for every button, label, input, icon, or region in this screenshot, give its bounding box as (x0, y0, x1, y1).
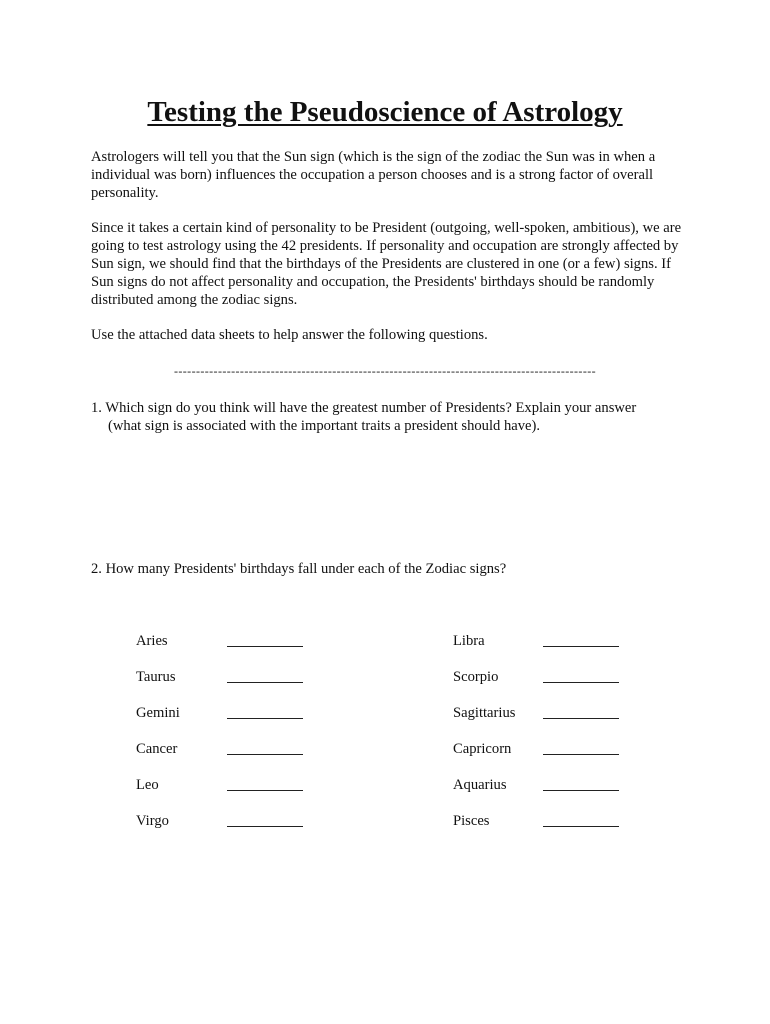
sign-name: Aquarius (453, 777, 507, 793)
sign-name: Libra (453, 633, 485, 649)
sign-name: Scorpio (453, 669, 499, 685)
sign-name: Cancer (136, 741, 178, 757)
sign-name: Sagittarius (453, 705, 516, 721)
answer-blank[interactable] (543, 632, 619, 647)
sign-name: Virgo (136, 813, 169, 829)
answer-blank[interactable] (227, 812, 303, 827)
page-title: Testing the Pseudoscience of Astrology (147, 96, 623, 128)
sign-name: Gemini (136, 705, 180, 721)
answer-blank[interactable] (227, 668, 303, 683)
question-1-line-2: (what sign is associated with the important traits a president should have). (108, 418, 541, 434)
question-1-line-1: 1. Which sign do you think will have the greatest number of Presidents? Explain your answer (91, 400, 637, 416)
answer-blank[interactable] (227, 704, 303, 719)
answer-blank[interactable] (227, 632, 303, 647)
answer-blank[interactable] (543, 668, 619, 683)
answer-blank[interactable] (543, 704, 619, 719)
question-2: 2. How many Presidents' birthdays fall under each of the Zodiac signs? (91, 561, 507, 577)
answer-blank[interactable] (543, 740, 619, 755)
sign-name: Taurus (136, 669, 176, 685)
answer-blank[interactable] (543, 776, 619, 791)
sign-name: Capricorn (453, 741, 512, 757)
sign-name: Aries (136, 633, 168, 649)
intro-paragraph-3: Use the attached data sheets to help answer the following questions. (91, 327, 488, 343)
sign-name: Leo (136, 777, 159, 793)
answer-blank[interactable] (543, 812, 619, 827)
answer-blank[interactable] (227, 776, 303, 791)
section-divider: ------------------------------------------------------------------------------------------------ (173, 364, 597, 378)
question-1 (91, 399, 691, 435)
intro-paragraph-2: Since it takes a certain kind of personality to be President (outgoing, well-spoken, ambitious), we are going to test astrology using the 42 presidents. If personality and occupation are strongly affected by Sun sign, we should find that the birthdays of the Presidents are clustered in one (or a few) signs. If Sun signs do not affect personality and occupation, the Presidents' birthdays should be randomly distributed among the zodiac signs. (91, 220, 682, 308)
answer-blank[interactable] (227, 740, 303, 755)
intro-paragraph-1: Astrologers will tell you that the Sun sign (which is the sign of the zodiac the Sun was in when a individual was born) influences the occupation a person chooses and is a strong factor of overall personality. (91, 149, 656, 201)
sign-name: Pisces (453, 813, 490, 829)
